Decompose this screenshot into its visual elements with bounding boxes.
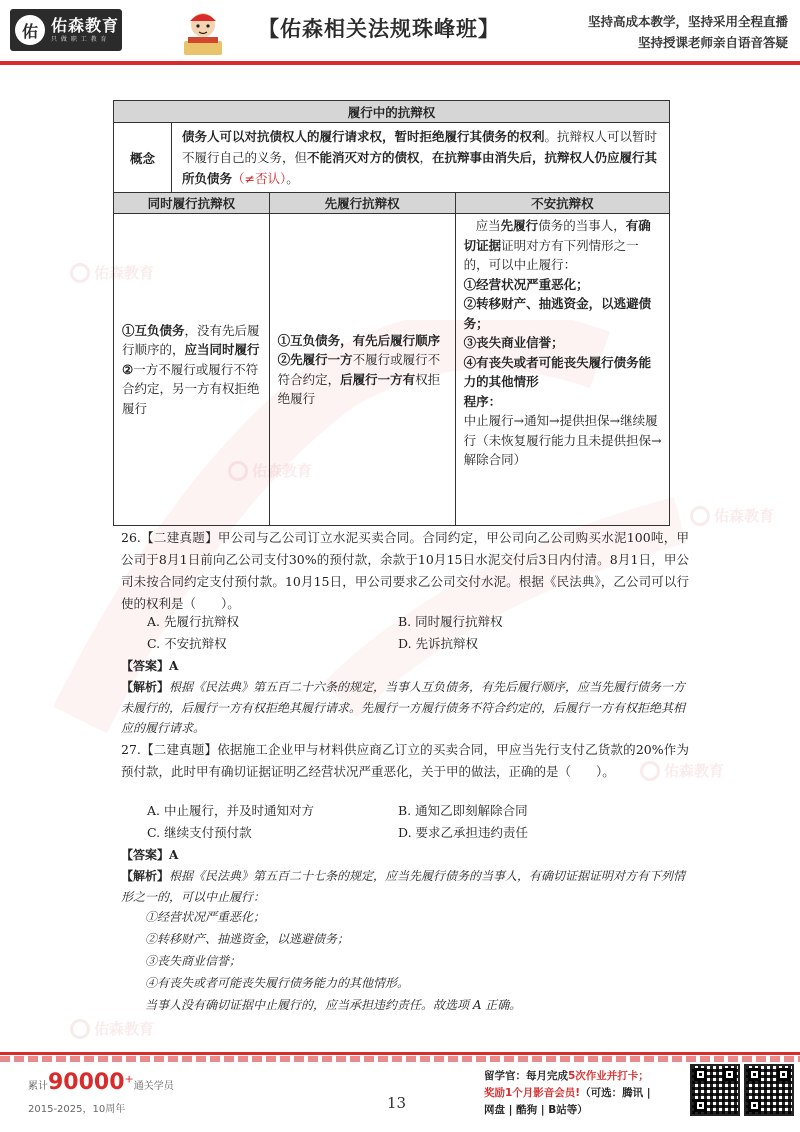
watermark-logo: 佑森教育 (70, 262, 154, 283)
q27-answer: 【答案】A (121, 848, 179, 862)
qr-code-icon[interactable] (744, 1064, 794, 1116)
header-slogan-1: 坚持高成本教学，坚持采用全程直播 (587, 14, 788, 29)
watermark-logo: 佑森教育 (70, 1018, 154, 1039)
footer-stats: 累计90000+通关学员 (28, 1070, 174, 1095)
insecurity-item-1: ①经营状况严重恶化； (463, 276, 589, 292)
col-head-prior: 先履行抗辩权 (269, 193, 455, 214)
q26-option-c: C. 不安抗辩权 (147, 636, 227, 651)
question-27-stem: 27.【二建真题】依据施工企业甲与材料供应商乙订立的买卖合同，甲应当先行支付乙货款的20%作为预付款，此时甲有确切证据证明乙经营状况严重恶化，关于甲的做法，正确的是（ ）。 (121, 742, 689, 779)
logo-name: 佑森教育 (51, 15, 120, 35)
logo-mark: 佑 (15, 15, 45, 45)
q27-analysis-item-2: ②转移财产、抽逃资金，以逃避债务； (145, 932, 350, 946)
procedure-label: 程序： (463, 393, 502, 409)
insecurity-item-4: ④有丧失或者可能丧失履行债务能力的其他情形 (463, 354, 652, 389)
col-head-simultaneous: 同时履行抗辩权 (114, 193, 270, 214)
mascot-illustration (178, 5, 228, 57)
knowledge-table (113, 100, 670, 526)
q27-analysis-item-4: ④有丧失或者可能丧失履行债务能力的其他情形。 (145, 976, 410, 990)
watermark-logo: 佑森教育 (690, 505, 774, 526)
page-number: 13 (387, 1094, 407, 1112)
footer-years: 2015-2025，10周年 (28, 1104, 126, 1115)
footer-promo: 留学官：每月完成5次作业并打卡； 奖励1个月影音会员!（可选：腾讯 | 网盘 | 酷狗 | B站等） (484, 1070, 651, 1116)
q27-analysis-item-1: ①经营状况严重恶化； (145, 910, 266, 924)
table-title: 履行中的抗辩权 (114, 101, 670, 123)
q26-option-a: A. 先履行抗辩权 (147, 614, 239, 629)
q27-conclusion: 当事人没有确切证据中止履行的，应当承担违约责任。故选项 A 正确。 (145, 998, 522, 1012)
footer-stripe (0, 1056, 800, 1062)
col-body-insecurity: 应当先履行债务的当事人，有确切证据证明对方有下列情形之一的，可以中止履行： ①经营状况严重恶化； ②转移财产、抽逃资金，以逃避债务； ③丧失商业信誉； ④有丧失或者可能丧失履行债务能力的其他情形 程序： 中止履行→通知→提供担保→继续履行（未恢复履行能力且未提供担保→解除合同） (455, 214, 669, 526)
col-body-prior: ①互负债务，有先后履行顺序 ②先履行一方不履行或履行不符合约定，后履行一方有权拒绝履行 (269, 214, 455, 526)
question-26-stem: 26.【二建真题】甲公司与乙公司订立水泥买卖合同。合同约定，甲公司向乙公司购买水泥100吨，甲公司于8月1日前向乙公司支付30%的预付款，余款于10月15日水泥交付后3日内付清。8月1日，甲公司未按合同约定支付预付款。10月15日，甲公司要求乙公司交付水泥。根据《民法典》，乙公司可以行使的权利是（ ）。 (121, 530, 689, 611)
procedure-text: 中止履行→通知→提供担保→继续履行（未恢复履行能力且未提供担保→解除合同） (463, 413, 662, 467)
watermark-logo: 佑森教育 (640, 760, 724, 781)
q27-analysis-item-3: ③丧失商业信誉； (145, 954, 242, 968)
q26-analysis: 【解析】根据《民法典》第五百二十六条的规定，当事人互负债务，有先后履行顺序，应当先履行债务一方未履行的，后履行一方有权拒绝其履行请求。先履行一方履行债务不符合约定的，后履行一方有权拒绝其相应的履行请求。 (121, 680, 686, 735)
footer-divider (0, 1052, 800, 1055)
qr-code-icon[interactable] (690, 1064, 740, 1116)
q27-option-d: D. 要求乙承担违约责任 (398, 825, 529, 840)
q27-option-a: A. 中止履行，并及时通知对方 (147, 803, 314, 818)
q27-option-b: B. 通知乙即刻解除合同 (398, 803, 528, 818)
page-title: 【佑森相关法规珠峰班】 (258, 17, 500, 41)
q26-option-d: D. 先诉抗辩权 (398, 636, 479, 651)
col-head-insecurity: 不安抗辩权 (455, 193, 669, 214)
insecurity-item-2: ②转移财产、抽逃资金，以逃避债务； (463, 296, 652, 331)
q27-analysis: 【解析】根据《民法典》第五百二十七条的规定，应当先履行债务的当事人，有确切证据证明对方有下列情形之一的，可以中止履行： (121, 869, 686, 904)
page-header (0, 0, 800, 62)
header-slogan-2: 坚持授课老师亲自语音答疑 (637, 35, 788, 50)
header-divider (0, 61, 800, 65)
brand-logo (10, 9, 122, 51)
insecurity-item-3: ③丧失商业信誉； (463, 335, 564, 350)
concept-text: 债务人可以对抗债权人的履行请求权，暂时拒绝履行其债务的权利。抗辩权人可以暂时不履行自己的义务，但不能消灭对方的债权，在抗辩事由消失后，抗辩权人仍应履行其所负债务（≠否认）。 (172, 123, 670, 193)
q26-option-b: B. 同时履行抗辩权 (398, 614, 503, 629)
q27-option-c: C. 继续支付预付款 (147, 825, 252, 840)
watermark-logo: 佑森教育 (228, 460, 312, 481)
q26-answer: 【答案】A (121, 659, 179, 673)
col-body-simultaneous: ①互负债务，没有先后履行顺序的，应当同时履行 ②一方不履行或履行不符合约定，另一方有权拒绝履行 (114, 214, 270, 526)
logo-slogan: 只 做 职 工 教 育 (51, 35, 108, 43)
concept-label: 概念 (114, 123, 172, 193)
student-count: 90000 (48, 1070, 125, 1095)
